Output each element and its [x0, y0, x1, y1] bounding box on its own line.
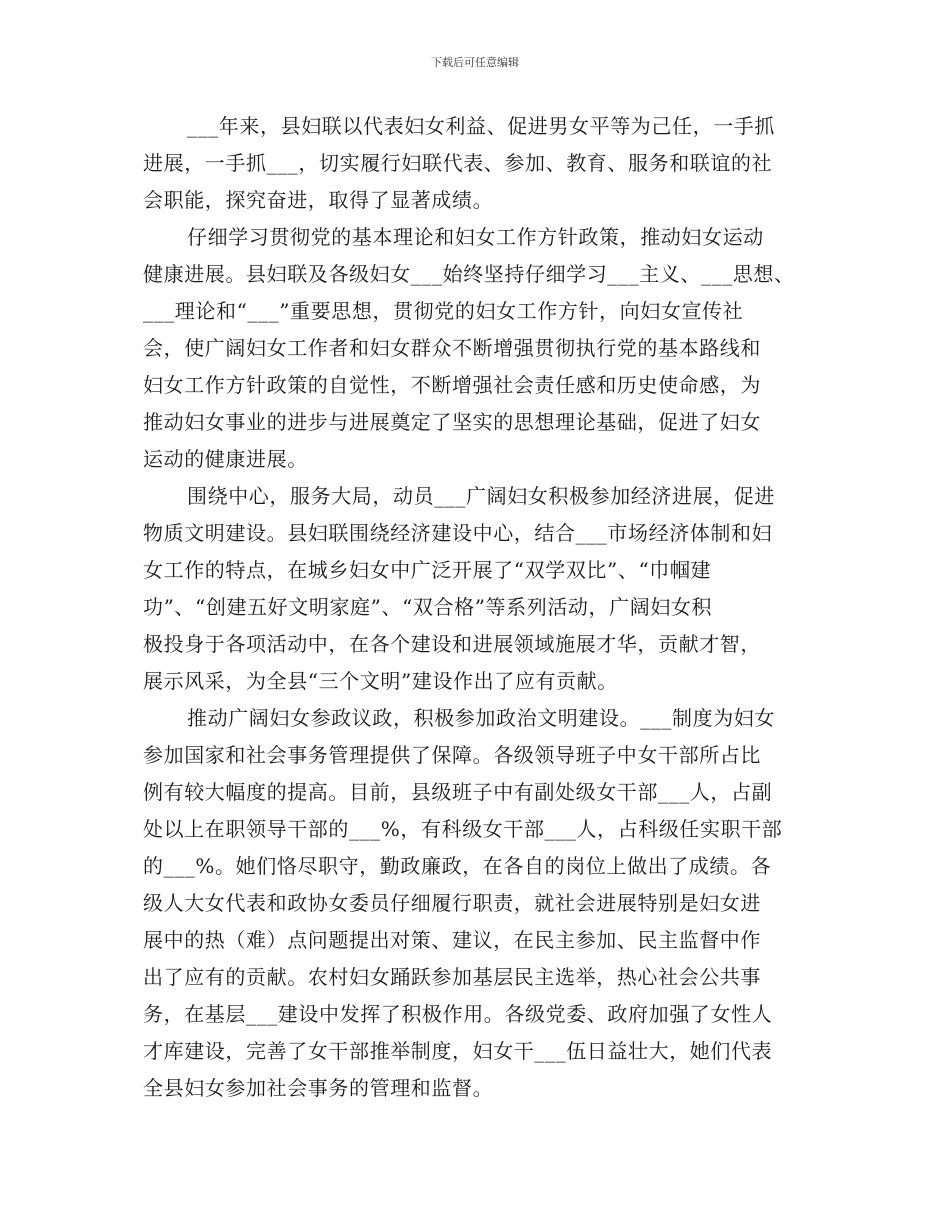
text-line: 展示风采，为全县“三个文明”建设作出了应有贡献。 — [143, 669, 618, 693]
text-line: 展中的热（难）点问题提出对策、建议，在民主参加、民主监督中作 — [143, 928, 761, 952]
document-body — [143, 108, 815, 1107]
text-line: 务，在基层___建设中发挥了积极作用。各级党委、政府加强了女性人 — [143, 1002, 773, 1026]
text-line: 的___%。她们恪尽职守，勤政廉政，在各自的岗位上做出了成绩。各 — [143, 854, 772, 878]
text-line: 才库建设，完善了女干部推举制度，妇女干___伍日益壮大，她们代表 — [143, 1039, 773, 1063]
text-line: 功”、“创建五好文明家庭”、“双合格”等系列活动，广阔妇女积 — [143, 595, 713, 619]
text-line: 参加国家和社会事务管理提供了保障。各级领导班子中女干部所占比 — [143, 743, 761, 767]
text-line: 女工作的特点，在城乡妇女中广泛开展了“双学双比”、“巾帼建 — [143, 558, 712, 582]
paragraph-2 — [143, 219, 815, 478]
text-line: 物质文明建设。县妇联围绕经济建设中心，结合___市场经济体制和妇 — [143, 521, 773, 545]
text-line: 出了应有的贡献。农村妇女踊跃参加基层民主选举，热心社会公共事 — [143, 965, 761, 989]
text-line: 全县妇女参加社会事务的管理和监督。 — [143, 1076, 494, 1100]
text-line: 会，使广阔妇女工作者和妇女群众不断增强贯彻执行党的基本路线和 — [143, 336, 761, 360]
text-line: 健康进展。县妇联及各级妇女___始终坚持仔细学习___主义、___思想、 — [143, 262, 795, 286]
paragraph-4 — [143, 700, 815, 1107]
page-header: 下载后可任意编辑 — [431, 56, 519, 69]
text-line: 级人大女代表和政协女委员仔细履行职责，就社会进展特别是妇女进 — [143, 891, 761, 915]
text-line: 仔细学习贯彻党的基本理论和妇女工作方针政策，推动妇女运动 — [187, 225, 764, 249]
text-line: 围绕中心，服务大局，动员___广阔妇女积极参加经济进展，促进 — [187, 484, 775, 508]
text-line: 进展，一手抓___，切实履行妇联代表、参加、教育、服务和联谊的社 — [143, 151, 773, 175]
text-line: 处以上在职领导干部的___%，有科级女干部___人，占科级任实职干部 — [143, 817, 783, 841]
text-line: 推动妇女事业的进步与进展奠定了坚实的思想理论基础，促进了妇女 — [143, 410, 761, 434]
text-line: 会职能，探究奋进，取得了显著成绩。 — [143, 188, 494, 212]
text-line: 运动的健康进展。 — [143, 447, 308, 471]
text-line: 妇女工作方针政策的自觉性，不断增强社会责任感和历史使命感，为 — [143, 373, 761, 397]
text-line: 例有较大幅度的提高。目前，县级班子中有副处级女干部___人，占副 — [143, 780, 773, 804]
text-line: ___年来，县妇联以代表妇女利益、促进男女平等为己任，一手抓 — [187, 114, 775, 138]
text-line: ___理论和“___”重要思想，贯彻党的妇女工作方针，向妇女宣传社 — [143, 299, 744, 323]
text-line: 极投身于各项活动中，在各个建设和进展领域施展才华，贡献才智， — [143, 632, 761, 656]
paragraph-3 — [143, 478, 815, 700]
text-line: 推动广阔妇女参政议政，积极参加政治文明建设。___制度为妇女 — [187, 706, 775, 730]
paragraph-1 — [143, 108, 815, 219]
